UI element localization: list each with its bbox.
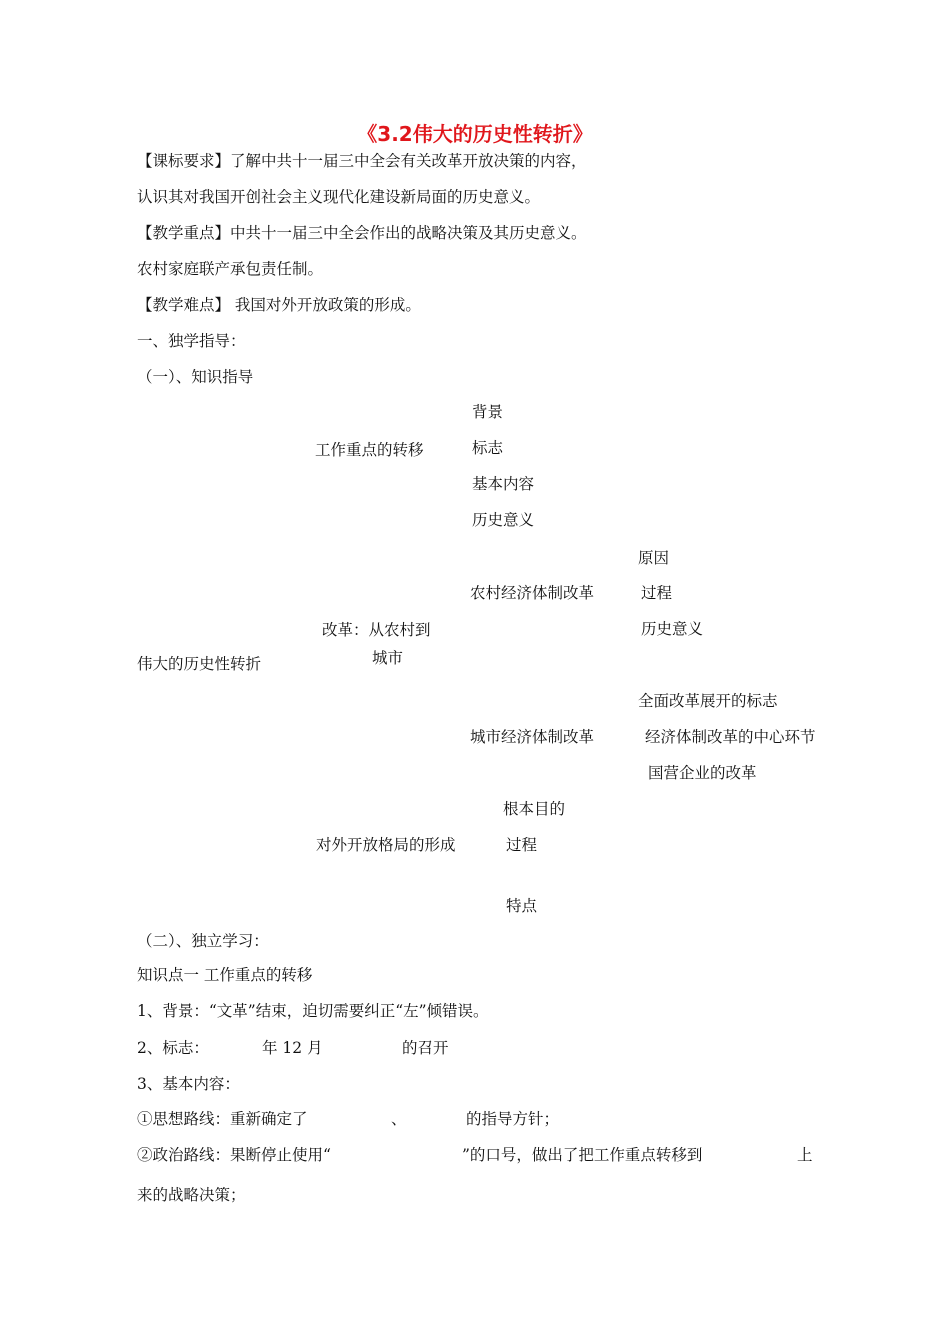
- outline-leaf: 根本目的: [503, 800, 566, 818]
- subsection-heading-2: （二）、独立学习：: [137, 932, 269, 950]
- outline-leaf: 过程: [506, 836, 538, 854]
- question-marker-year: 年 12 月: [262, 1039, 323, 1057]
- ideological-line-sep: 、: [391, 1110, 407, 1128]
- outline-branch-opening: 对外开放格局的形成: [316, 836, 456, 854]
- outline-sub-urban: 城市经济体制改革: [470, 728, 595, 746]
- question-marker-label: 2、标志：: [137, 1039, 209, 1057]
- outline-leaf: 特点: [506, 897, 538, 915]
- subsection-heading-1: （一）、知识指导: [137, 368, 254, 386]
- knowledge-point-1: 知识点一 工作重点的转移: [137, 966, 313, 984]
- outline-leaf: 历史意义: [472, 511, 535, 529]
- outline-sub-rural: 农村经济体制改革: [470, 584, 595, 602]
- outline-leaf: 历史意义: [641, 620, 704, 638]
- curriculum-requirement-cont: 认识其对我国开创社会主义现代化建设新局面的历史意义。: [137, 188, 541, 206]
- political-line-mid: ”的口号，做出了把工作重点转移到: [462, 1146, 703, 1164]
- outline-leaf: 经济体制改革的中心环节: [645, 728, 816, 746]
- outline-leaf: 基本内容: [472, 475, 535, 493]
- section-heading-1: 一、独学指导：: [137, 332, 246, 350]
- teaching-focus: 【教学重点】中共十一届三中全会作出的战略决策及其历史意义。: [137, 224, 587, 242]
- outline-leaf: 背景: [472, 403, 504, 421]
- ideological-line-label: ①思想路线：重新确定了: [137, 1110, 308, 1128]
- page-title: 《3.2伟大的历史性转折》: [357, 122, 593, 146]
- political-line-label: ②政治路线：果断停止使用“: [137, 1146, 331, 1164]
- ideological-line-end: 的指导方针；: [466, 1110, 560, 1128]
- outline-leaf: 标志: [472, 439, 504, 457]
- curriculum-requirement: 【课标要求】了解中共十一届三中全会有关改革开放决策的内容，: [137, 152, 587, 170]
- outline-branch-work-focus: 工作重点的转移: [315, 441, 424, 459]
- question-content: 3、基本内容：: [137, 1075, 240, 1093]
- outline-leaf: 过程: [641, 584, 673, 602]
- question-background: 1、背景：“文革”结束，迫切需要纠正“左”倾错误。: [137, 1002, 489, 1020]
- teaching-focus-cont: 农村家庭联产承包责任制。: [137, 260, 324, 278]
- outline-leaf: 原因: [638, 549, 670, 567]
- outline-leaf: 全面改革展开的标志: [638, 692, 778, 710]
- outline-branch-reform: 改革：从农村到: [322, 621, 431, 639]
- outline-leaf: 国营企业的改革: [648, 764, 757, 782]
- outline-branch-reform-cont: 城市: [372, 649, 404, 667]
- political-line-end: 上: [797, 1146, 813, 1164]
- question-marker-event: 的召开: [402, 1039, 449, 1057]
- political-line-cont: 来的战略决策；: [137, 1186, 246, 1204]
- teaching-difficulty: 【教学难点】 我国对外开放政策的形成。: [137, 296, 421, 314]
- outline-root: 伟大的历史性转折: [137, 655, 262, 673]
